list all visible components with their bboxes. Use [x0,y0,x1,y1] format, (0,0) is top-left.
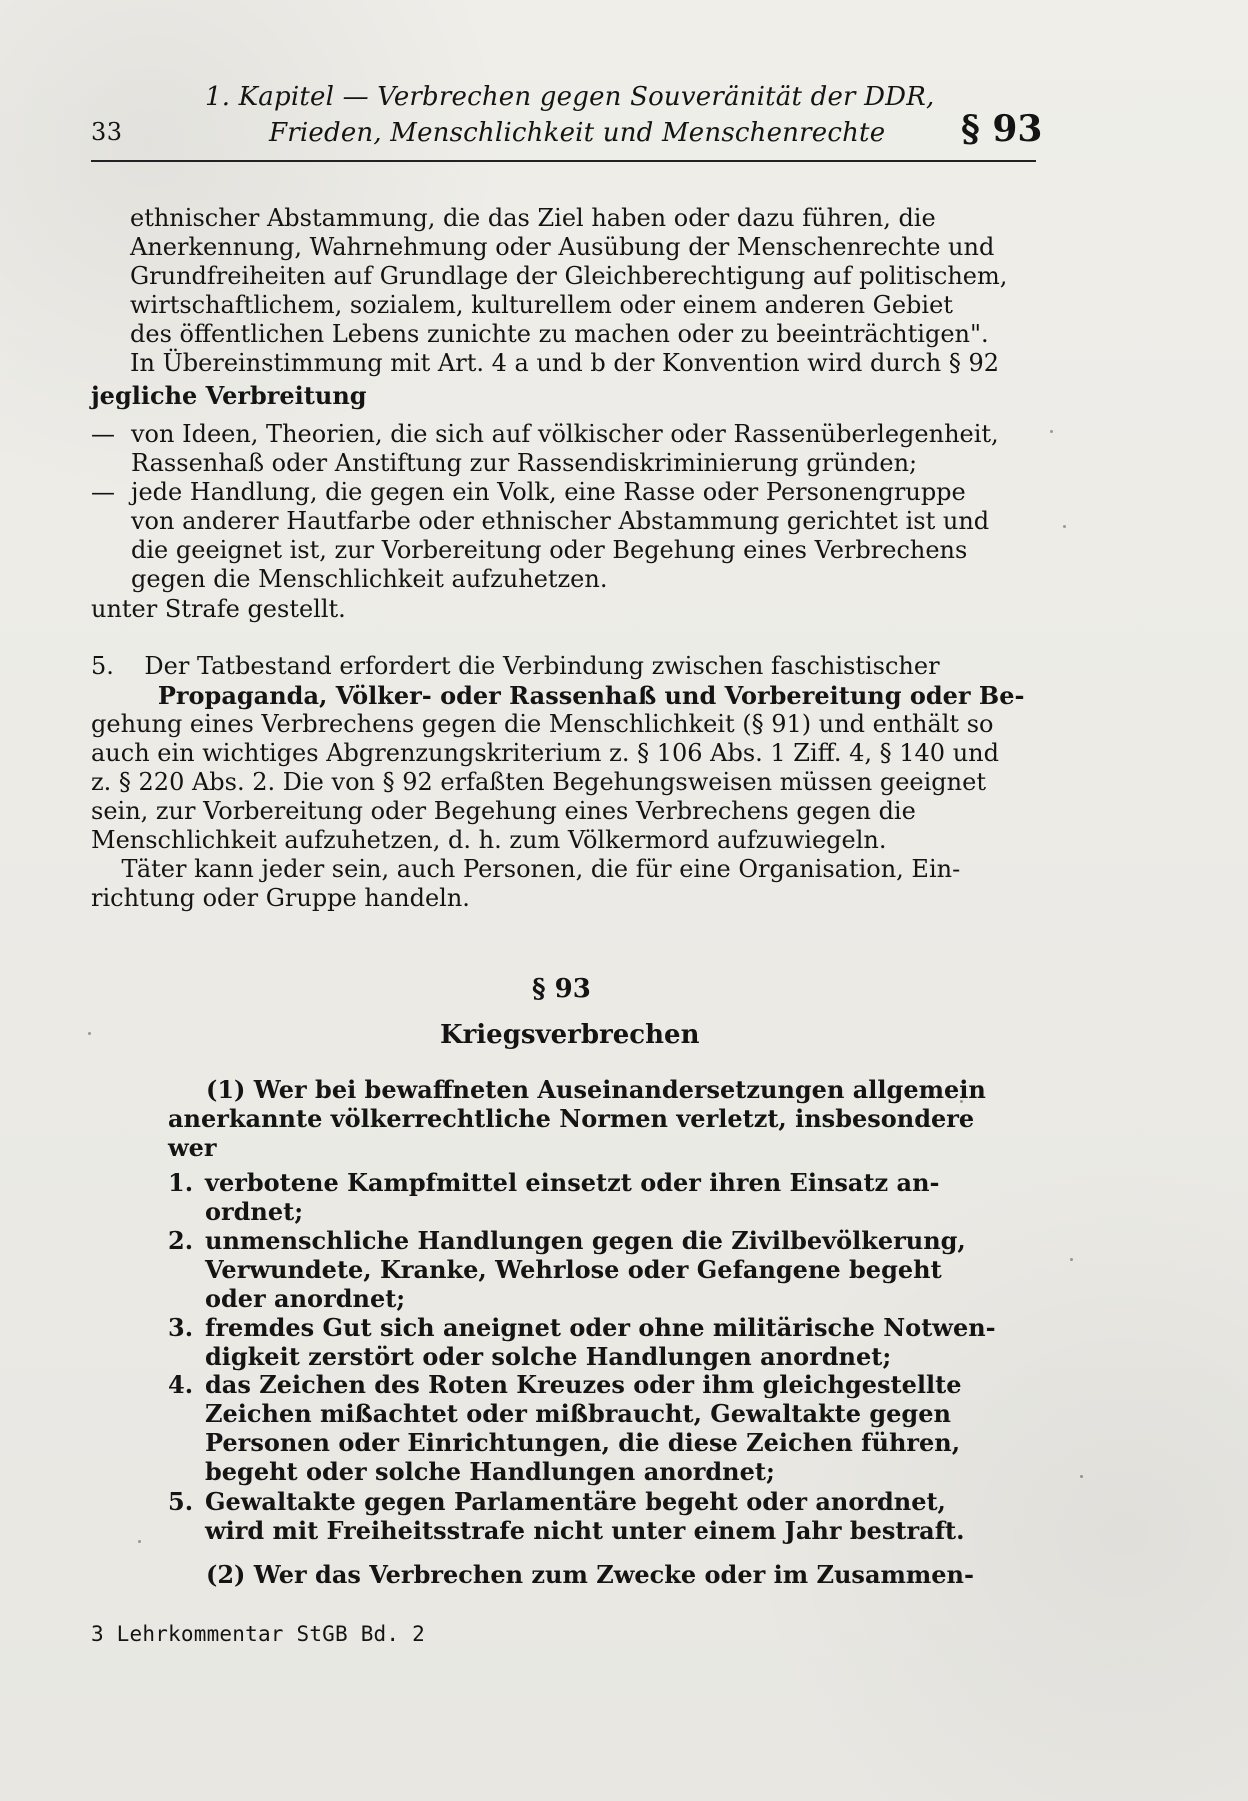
scan-speck [138,1540,141,1543]
text-line: auch ein wichtiges Abgrenzungskriterium z. § 106 Abs. 1 Ziff. 4, § 140 und [91,739,999,767]
scan-speck [1080,1475,1083,1478]
list-line: Zeichen mißachtet oder mißbraucht, Gewaltakte gegen [205,1399,951,1428]
scan-speck [1050,430,1053,433]
text-line: anerkannte völkerrechtliche Normen verletzt, insbesondere [168,1104,975,1133]
list-line: verbotene Kampfmittel einsetzt oder ihren Einsatz an- [205,1168,940,1197]
page-number: 33 [91,118,123,146]
chapter-title-line-1: 1. Kapitel — Verbrechen gegen Souveränität der DDR, [205,82,935,112]
list-line: wird mit Freiheitsstrafe nicht unter einem Jahr bestraft. [205,1516,965,1545]
intro-paragraph [130,204,1007,378]
text-line: 5. Der Tatbestand erfordert die Verbindung zwischen faschistischer [91,652,940,680]
list-line: Gewaltakte gegen Parlamentäre begeht oder anordnet, [205,1487,946,1516]
running-section-marker: § 93 [961,108,1043,150]
list-line: das Zeichen des Roten Kreuzes oder ihm gleichgestellte [205,1370,962,1399]
text-line: wirtschaftlichem, sozialem, kulturellem oder einem anderen Gebiet [130,291,953,319]
text-line: ethnischer Abstammung, die das Ziel haben oder dazu führen, die [130,204,936,232]
scan-speck [1070,1258,1073,1261]
text-line: sein, zur Vorbereitung oder Begehung eines Verbrechens gegen die [91,797,916,825]
list-number: 4. [168,1370,194,1399]
closing-line [91,595,346,624]
text-line: gehung eines Verbrechens gegen die Menschlichkeit (§ 91) und enthält so [91,710,994,738]
list-line: digkeit zerstört oder solche Handlungen anordnet; [205,1342,892,1371]
list-number: 2. [168,1226,194,1255]
chapter-title-line-2: Frieden, Menschlichkeit und Menschenrechte [269,118,886,148]
text-line: Täter kann jeder sein, auch Personen, die für eine Organisation, Ein- [91,855,961,883]
list-line: von Ideen, Theorien, die sich auf völkischer oder Rassenüberlegenheit, [131,420,999,448]
text-line: Menschlichkeit aufzuhetzen, d. h. zum Völkermord aufzuwiegeln. [91,826,887,854]
list-number: 1. [168,1168,194,1197]
list-number: 3. [168,1313,194,1342]
intro-paragraph-emphasis [91,381,367,410]
text-line: In Übereinstimmung mit Art. 4 a und b der Konvention wird durch § 92 [130,349,999,377]
list-line: begeht oder solche Handlungen anordnet; [205,1457,775,1486]
list-line: oder anordnet; [205,1284,406,1313]
paragraph-1-intro [168,1075,986,1162]
list-line: unmenschliche Handlungen gegen die Zivilbevölkerung, [205,1226,966,1255]
list-line: von anderer Hautfarbe oder ethnischer Abstammung gerichtet ist und [131,507,990,535]
page-header [91,82,1041,160]
text-line: Grundfreiheiten auf Grundlage der Gleichberechtigung auf politischem, [130,262,1008,290]
paragraph-2-start [206,1560,974,1589]
text-line: (2) Wer das Verbrechen zum Zwecke oder im Zusammen- [206,1560,974,1589]
header-rule [91,160,1036,162]
emphasized-text-line: jegliche Verbreitung [91,381,367,410]
closing-text: unter Strafe gestellt. [91,595,346,623]
point-5-paragraph [91,652,1024,913]
list-line: ordnet; [205,1197,304,1226]
text-line: (1) Wer bei bewaffneten Auseinandersetzungen allgemein [206,1075,986,1104]
text-line: Propaganda, Völker- oder Rassenhaß und Vorbereitung oder Be- [91,681,1025,710]
list-line: fremdes Gut sich aneignet oder ohne militärische Notwen- [205,1313,996,1342]
text-line: z. § 220 Abs. 2. Die von § 92 erfaßten Begehungsweisen müssen geeignet [91,768,986,796]
page-footer: 3 Lehrkommentar StGB Bd. 2 [91,1622,425,1646]
list-line: jede Handlung, die gegen ein Volk, eine Rasse oder Personengruppe [131,478,966,506]
list-number: 5. [168,1487,194,1516]
list-line: Verwundete, Kranke, Wehrlose oder Gefangene begeht [205,1255,942,1284]
list-line: Personen oder Einrichtungen, die diese Zeichen führen, [205,1428,961,1457]
section-title: Kriegsverbrechen [440,1020,700,1050]
text-line: wer [168,1133,217,1162]
scan-speck [1063,525,1066,528]
dash-bullet: — [91,420,115,448]
text-line: richtung oder Gruppe handeln. [91,884,470,912]
list-line: die geeignet ist, zur Vorbereitung oder Begehung eines Verbrechens [131,536,968,564]
text-line: des öffentlichen Lebens zunichte zu machen oder zu beeinträchtigen". [130,320,989,348]
scan-speck [960,1100,963,1103]
section-number: § 93 [532,974,591,1004]
list-line: gegen die Menschlichkeit aufzuhetzen. [131,565,608,593]
text-line: Anerkennung, Wahrnehmung oder Ausübung der Menschenrechte und [130,233,995,261]
dash-bullet: — [91,478,115,506]
scan-speck [88,1032,91,1035]
list-line: Rassenhaß oder Anstiftung zur Rassendiskriminierung gründen; [131,449,918,477]
